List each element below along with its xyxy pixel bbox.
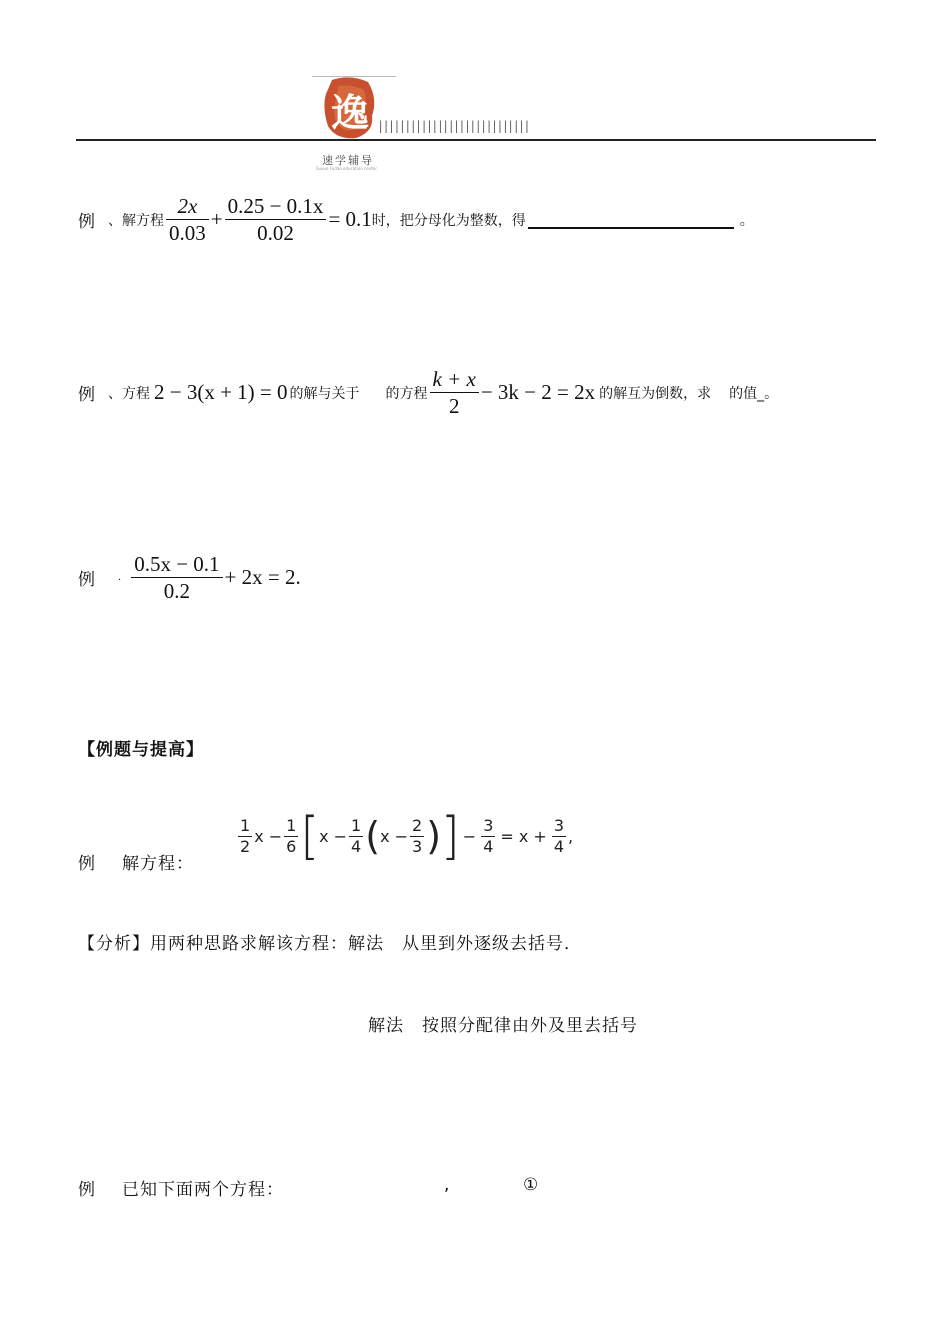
denominator: 4 [483, 836, 494, 856]
example-1-end: 。 [739, 212, 754, 229]
example-4 [78, 849, 194, 874]
analysis-line-1: 【分析】用两种思路求解该方程：解法 从里到外逐级去括号． [78, 934, 582, 954]
example-2-mid2: 的方程 [385, 385, 428, 402]
example-5-comma: , [444, 1175, 451, 1195]
numerator: k + x [432, 367, 476, 391]
rhs: = 0.1 [328, 207, 372, 231]
term: x − [380, 826, 409, 846]
logo-subcaption: Suxue Fudao education center [316, 166, 378, 171]
numerator: 1 [286, 815, 297, 835]
right-bracket: ] [441, 806, 460, 866]
numerator: 3 [483, 815, 494, 835]
denominator: 0.2 [163, 579, 190, 603]
numerator: 3 [553, 815, 565, 835]
fraction [430, 366, 479, 419]
fraction [481, 816, 495, 857]
fraction [410, 816, 424, 857]
fraction [131, 551, 222, 604]
right-paren: ) [426, 814, 442, 858]
example-4-text: 解方程： [122, 854, 194, 874]
numerator: 1 [351, 815, 362, 835]
logo-char: 逸 [330, 90, 369, 135]
fraction [238, 816, 252, 857]
example-5 [78, 1175, 284, 1200]
fraction [284, 816, 298, 857]
example-5-text: 已知下面两个方程： [122, 1180, 284, 1200]
example-4-equation [236, 808, 573, 864]
term: x − [254, 826, 283, 846]
denominator: 2 [240, 836, 251, 856]
example-label: 例 [78, 385, 96, 405]
numerator: 2 [412, 815, 423, 835]
denominator: 2 [448, 394, 460, 418]
example-2-equation-2 [428, 366, 596, 419]
example-2 [78, 366, 778, 419]
plus-sign: + [210, 207, 223, 231]
example-2-suffix: 的解互为倒数，求 [599, 385, 712, 402]
answer-blank[interactable] [528, 211, 734, 229]
denominator: 0.03 [169, 221, 206, 245]
numerator: 0.5x − 0.1 [134, 552, 220, 576]
example-2-equation-1: 2 − 3(x + 1) = 0 [154, 380, 288, 404]
example-3 [78, 551, 301, 604]
logo [322, 76, 378, 140]
denominator: 4 [351, 836, 362, 856]
example-3-dot: . [118, 572, 122, 583]
section-title: 【例题与提高】 [78, 740, 204, 760]
fraction [349, 816, 363, 857]
fraction [552, 816, 566, 857]
logo-caption: 速学辅导 [322, 154, 374, 167]
example-2-mid1: 的解与关于 [289, 385, 360, 402]
example-label: 例 [78, 854, 96, 874]
numerator: 0.25 − 0.1x [227, 194, 324, 218]
left-paren: ( [365, 814, 381, 858]
numerator: 1 [240, 815, 251, 835]
example-2-prefix: 、方程 [108, 385, 150, 402]
example-1-equation [164, 193, 372, 246]
example-1 [78, 193, 754, 246]
left-bracket: [ [300, 806, 320, 866]
example-1-suffix: 时，把分母化为整数，得 [371, 212, 526, 229]
example-3-equation [129, 551, 301, 604]
analysis-line-2: 解法 按照分配律由外及里去括号 [368, 1016, 638, 1036]
fraction [225, 193, 327, 246]
logo-mark: |||||||||||||||||||||||||||| [378, 120, 530, 134]
example-label: 例 [78, 212, 96, 232]
fraction [166, 193, 209, 246]
example-label: 例 [78, 1180, 96, 1200]
minus-sign: − [462, 826, 477, 846]
circled-number-1: ① [523, 1175, 540, 1195]
denominator: 6 [286, 836, 297, 856]
example-2-end: 的值_。 [729, 385, 779, 402]
term: = x + [500, 826, 547, 846]
denominator: 3 [412, 836, 423, 856]
numerator: 2x [177, 194, 198, 218]
denominator: 0.02 [257, 221, 294, 245]
example-1-prefix: 、解方程 [108, 212, 164, 229]
equation-rest: − 3k − 2 = 2x [480, 380, 596, 404]
denominator: 4 [553, 836, 565, 856]
example-label: 例 [78, 570, 96, 590]
header-rule [76, 139, 876, 141]
comma: , [568, 826, 574, 846]
equation-rest: + 2x = 2. [224, 565, 301, 589]
term: x − [319, 826, 348, 846]
